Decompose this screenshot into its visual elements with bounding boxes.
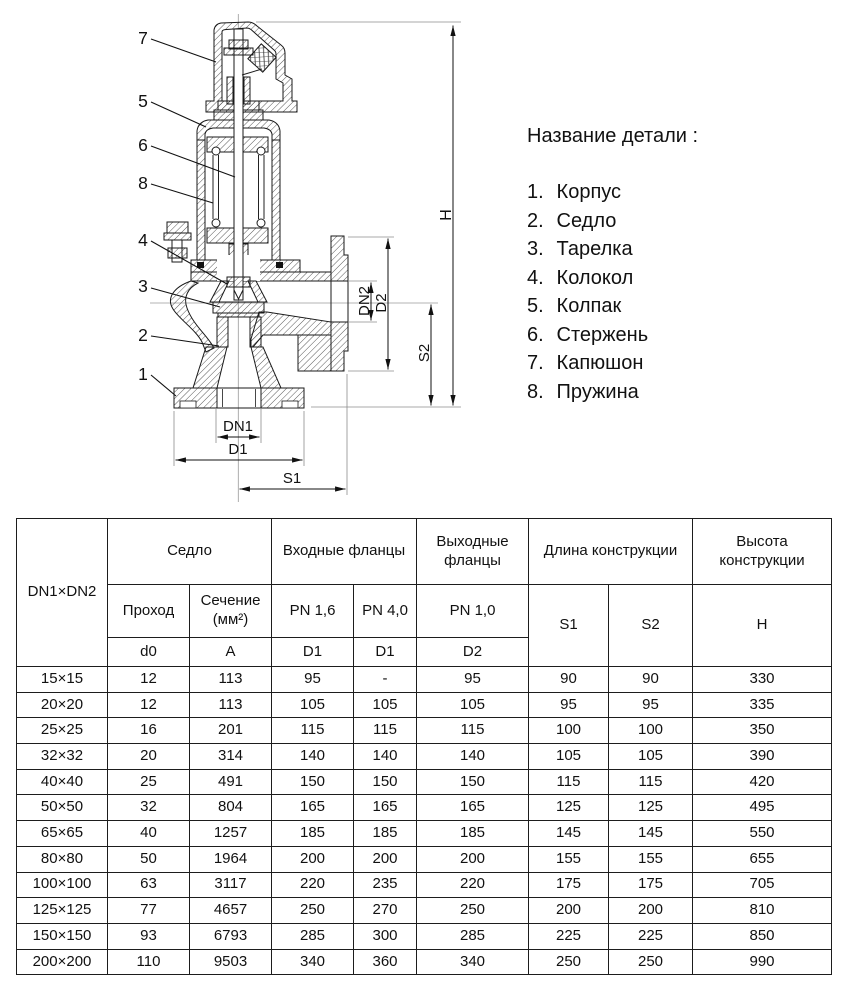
table-cell: 105	[529, 744, 609, 770]
group-header-length: Длина конструкции	[529, 519, 693, 585]
table-cell: 250	[529, 949, 609, 975]
spec-row	[17, 769, 832, 795]
table-cell: 15×15	[17, 667, 108, 693]
part-number: 4.	[527, 266, 544, 289]
part-name: Корпус	[551, 181, 622, 203]
table-cell: 95	[417, 667, 529, 693]
table-cell: 175	[609, 872, 693, 898]
group-header-inlet-flanges: Входные фланцы	[272, 519, 417, 585]
table-cell: 990	[693, 949, 832, 975]
dim-label-dn1: DN1	[222, 418, 254, 435]
table-cell: 50×50	[17, 795, 108, 821]
group-header-sedlo: Седло	[108, 519, 272, 585]
spec-row	[17, 692, 832, 718]
table-cell: 125	[529, 795, 609, 821]
table-cell: 25	[108, 769, 190, 795]
parts-list-item	[527, 264, 827, 293]
spec-row	[17, 744, 832, 770]
table-cell: 105	[609, 744, 693, 770]
table-cell: 16	[108, 718, 190, 744]
table-cell: 200	[272, 846, 354, 872]
callout-5: 5	[138, 91, 148, 111]
callout-4: 4	[138, 230, 148, 250]
col-header-pn10: PN 1,0	[417, 585, 529, 638]
parts-list-item	[527, 321, 827, 350]
table-cell: 235	[354, 872, 417, 898]
table-cell: 340	[417, 949, 529, 975]
table-cell: 3117	[190, 872, 272, 898]
group-header-outlet-flanges: Выходные фланцы	[417, 519, 529, 585]
table-cell: 113	[190, 692, 272, 718]
part-name: Седло	[551, 209, 617, 232]
table-cell: 113	[190, 667, 272, 693]
parts-list-item	[527, 292, 827, 321]
part-name: Пружина	[551, 380, 639, 403]
table-cell: 350	[693, 718, 832, 744]
table-cell: 270	[354, 898, 417, 924]
table-cell: 20×20	[17, 692, 108, 718]
col-header-d0: d0	[108, 638, 190, 667]
table-cell: 804	[190, 795, 272, 821]
valve-body-section	[164, 22, 348, 408]
table-cell: 201	[190, 718, 272, 744]
spec-row	[17, 846, 832, 872]
table-cell: 140	[272, 744, 354, 770]
dim-label-dn2: DN2	[356, 285, 373, 317]
table-cell: 90	[609, 667, 693, 693]
table-cell: 115	[272, 718, 354, 744]
table-cell: 285	[272, 923, 354, 949]
table-cell: 491	[190, 769, 272, 795]
callout-7: 7	[138, 28, 148, 48]
parts-list-panel	[527, 124, 827, 406]
table-cell: 125×125	[17, 898, 108, 924]
parts-list-item	[527, 235, 827, 264]
callout-3: 3	[138, 276, 148, 296]
table-cell: 200	[417, 846, 529, 872]
table-cell: 25×25	[17, 718, 108, 744]
spec-row	[17, 821, 832, 847]
table-cell: 115	[354, 718, 417, 744]
table-cell: 100×100	[17, 872, 108, 898]
centerlines	[150, 14, 438, 502]
table-cell: 95	[529, 692, 609, 718]
table-cell: 9503	[190, 949, 272, 975]
spec-row	[17, 872, 832, 898]
part-number: 6.	[527, 323, 544, 346]
part-name: Колпак	[551, 295, 622, 317]
outlet-flange	[331, 236, 348, 371]
col-header-pn16: PN 1,6	[272, 585, 354, 638]
table-cell: 495	[693, 795, 832, 821]
disc-part	[213, 302, 264, 313]
table-cell: 32	[108, 795, 190, 821]
col-header-d1-pn40: D1	[354, 638, 417, 667]
table-cell: 185	[417, 821, 529, 847]
table-cell: 250	[609, 949, 693, 975]
spec-row	[17, 923, 832, 949]
table-header	[17, 519, 832, 667]
table-cell: 285	[417, 923, 529, 949]
table-cell: 1257	[190, 821, 272, 847]
table-cell: 250	[417, 898, 529, 924]
table-cell: 4657	[190, 898, 272, 924]
callout-8: 8	[138, 173, 148, 193]
table-cell: 655	[693, 846, 832, 872]
dimensions-table	[16, 518, 832, 975]
col-header-a: A	[190, 638, 272, 667]
table-cell: 115	[609, 769, 693, 795]
spec-row	[17, 718, 832, 744]
table-cell: 200	[609, 898, 693, 924]
hood-part	[206, 22, 297, 112]
valve-section-drawing	[0, 0, 500, 510]
table-cell: 220	[417, 872, 529, 898]
table-cell: 185	[272, 821, 354, 847]
table-cell: 105	[354, 692, 417, 718]
table-cell: 145	[529, 821, 609, 847]
spec-row	[17, 949, 832, 975]
table-cell: 80×80	[17, 846, 108, 872]
table-cell: 155	[529, 846, 609, 872]
table-cell: 110	[108, 949, 190, 975]
col-header-d1-pn16: D1	[272, 638, 354, 667]
table-cell: 40×40	[17, 769, 108, 795]
sechenie-line2: (мм²)	[212, 611, 249, 628]
spec-row	[17, 667, 832, 693]
col-header-dn: DN1×DN2	[17, 519, 108, 667]
table-cell: 225	[609, 923, 693, 949]
table-cell: 550	[693, 821, 832, 847]
group-header-height: Высота конструкции	[693, 519, 832, 585]
table-cell: 20	[108, 744, 190, 770]
parts-list-item	[527, 207, 827, 236]
parts-list	[527, 178, 827, 406]
table-cell: 77	[108, 898, 190, 924]
part-number: 3.	[527, 238, 544, 260]
sechenie-line1: Сечение	[200, 592, 261, 610]
part-name: Стержень	[551, 323, 649, 346]
table-cell: 314	[190, 744, 272, 770]
col-header-d2: D2	[417, 638, 529, 667]
part-name: Капюшон	[551, 352, 644, 374]
table-cell: -	[354, 667, 417, 693]
table-cell: 95	[609, 692, 693, 718]
table-cell: 850	[693, 923, 832, 949]
table-cell: 105	[417, 692, 529, 718]
dim-label-h: H	[438, 209, 455, 221]
table-cell: 165	[272, 795, 354, 821]
spec-row	[17, 795, 832, 821]
table-cell: 100	[529, 718, 609, 744]
table-cell: 150	[354, 769, 417, 795]
col-header-pn40: PN 4,0	[354, 585, 417, 638]
table-cell: 65×65	[17, 821, 108, 847]
dim-label-d2: D2	[373, 293, 390, 313]
col-header-sechenie	[190, 585, 272, 638]
parts-list-item	[527, 349, 827, 378]
table-cell: 100	[609, 718, 693, 744]
table-cell: 63	[108, 872, 190, 898]
callout-1: 1	[138, 364, 148, 384]
table-cell: 220	[272, 872, 354, 898]
table-cell: 95	[272, 667, 354, 693]
table-cell: 32×32	[17, 744, 108, 770]
col-header-s1: S1	[529, 585, 609, 667]
parts-list-item	[527, 178, 827, 207]
table-cell: 175	[529, 872, 609, 898]
col-header-s2: S2	[609, 585, 693, 667]
dim-label-s1: S1	[282, 470, 302, 487]
parts-list-title: Название детали :	[527, 125, 699, 147]
table-cell: 140	[417, 744, 529, 770]
table-cell: 185	[354, 821, 417, 847]
table-cell: 390	[693, 744, 832, 770]
callout-numbers	[138, 28, 148, 384]
part-number: 2.	[527, 209, 544, 232]
stem-part	[234, 29, 243, 300]
part-number: 5.	[527, 295, 544, 317]
parts-list-item	[527, 378, 827, 407]
table-cell: 705	[693, 872, 832, 898]
table-cell: 300	[354, 923, 417, 949]
table-cell: 150×150	[17, 923, 108, 949]
table-cell: 1964	[190, 846, 272, 872]
table-cell: 155	[609, 846, 693, 872]
table-cell: 200×200	[17, 949, 108, 975]
part-number: 7.	[527, 352, 544, 374]
bonnet-part	[191, 101, 331, 281]
table-cell: 165	[417, 795, 529, 821]
dim-label-d1: D1	[228, 441, 248, 458]
part-number: 1.	[527, 181, 544, 203]
table-cell: 165	[354, 795, 417, 821]
spec-row	[17, 898, 832, 924]
table-cell: 115	[529, 769, 609, 795]
table-cell: 125	[609, 795, 693, 821]
table-cell: 200	[529, 898, 609, 924]
part-name: Колокол	[551, 266, 634, 289]
table-cell: 420	[693, 769, 832, 795]
table-cell: 6793	[190, 923, 272, 949]
part-number: 8.	[527, 380, 544, 403]
table-cell: 90	[529, 667, 609, 693]
table-body	[17, 667, 832, 975]
table-cell: 330	[693, 667, 832, 693]
callout-6: 6	[138, 135, 148, 155]
table-cell: 225	[529, 923, 609, 949]
dim-label-s2: S2	[416, 343, 433, 363]
callout-2: 2	[138, 325, 148, 345]
valve-drawing-area	[0, 0, 500, 510]
col-header-h: H	[693, 585, 832, 667]
table-cell: 145	[609, 821, 693, 847]
table-cell: 140	[354, 744, 417, 770]
table-cell: 360	[354, 949, 417, 975]
table-cell: 335	[693, 692, 832, 718]
table-cell: 105	[272, 692, 354, 718]
table-cell: 340	[272, 949, 354, 975]
table-cell: 250	[272, 898, 354, 924]
table-cell: 200	[354, 846, 417, 872]
part-name: Тарелка	[551, 238, 633, 260]
table-cell: 150	[417, 769, 529, 795]
table-cell: 115	[417, 718, 529, 744]
table-cell: 12	[108, 692, 190, 718]
col-header-prohod: Проход	[108, 585, 190, 638]
table-cell: 150	[272, 769, 354, 795]
table-cell: 93	[108, 923, 190, 949]
table-cell: 810	[693, 898, 832, 924]
table-cell: 40	[108, 821, 190, 847]
table-cell: 50	[108, 846, 190, 872]
table-cell: 12	[108, 667, 190, 693]
